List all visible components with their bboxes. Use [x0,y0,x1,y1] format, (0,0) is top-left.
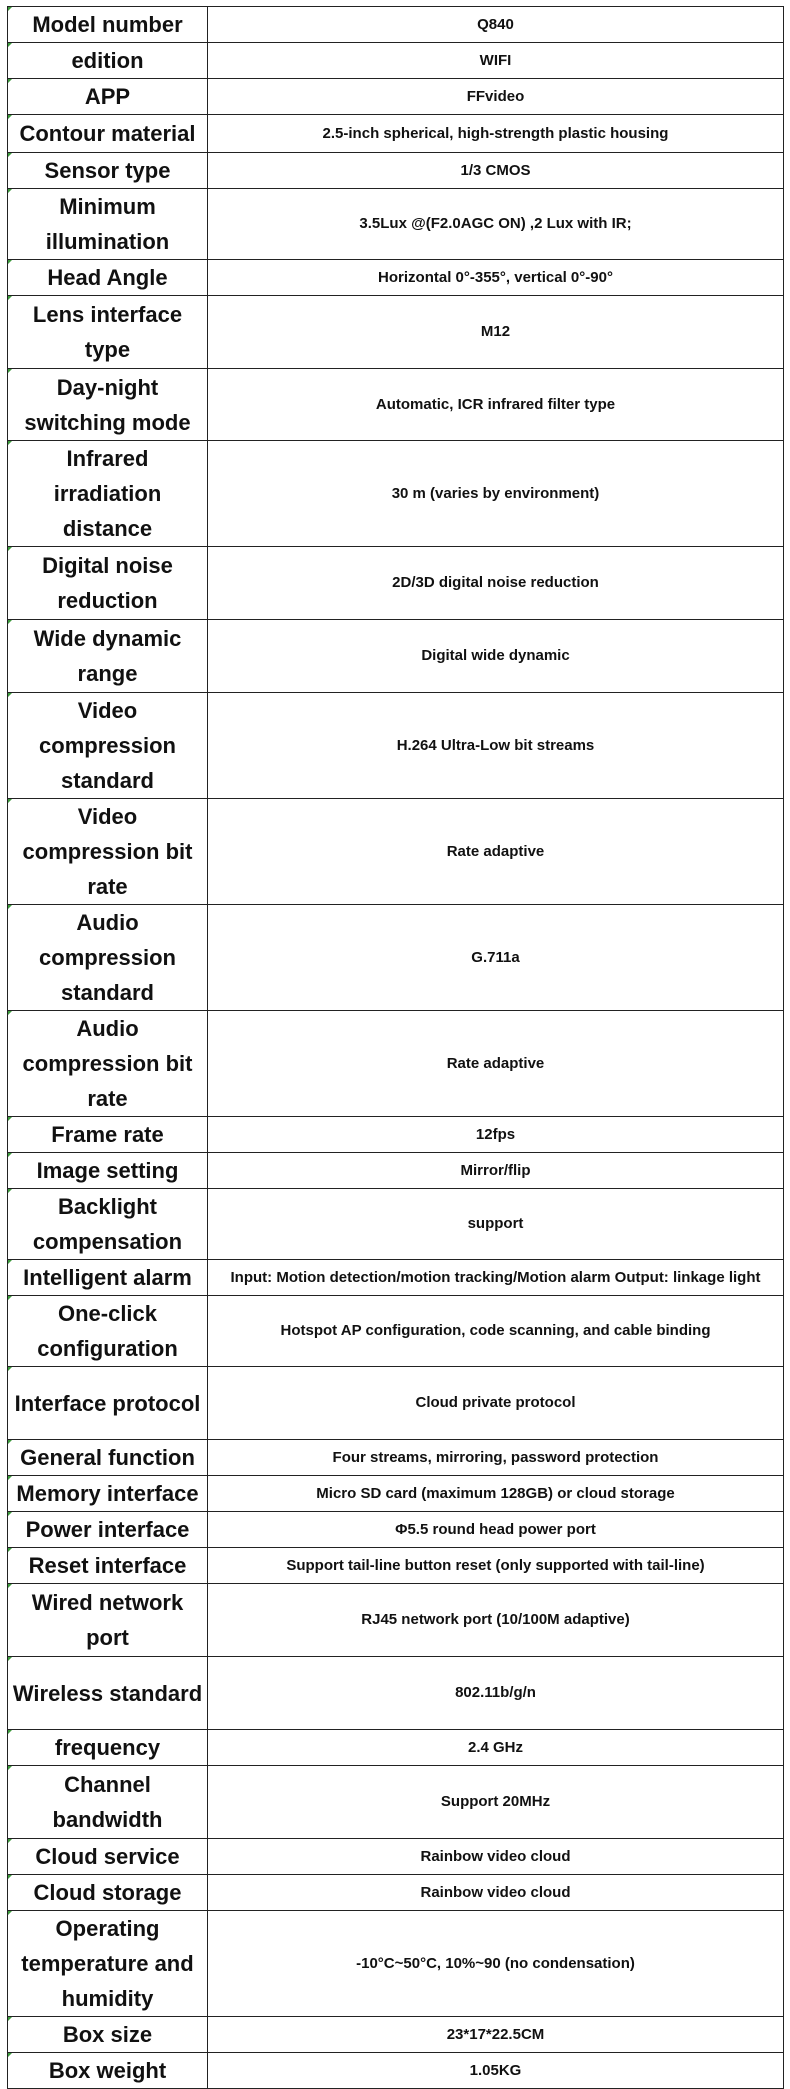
spec-row [8,693,784,799]
spec-value: Support 20MHz [208,1766,784,1839]
spec-row [8,1260,784,1296]
spec-row [8,1367,784,1440]
spec-row [8,1189,784,1260]
spec-label: General function [8,1440,208,1476]
spec-row [8,905,784,1011]
spec-value: 2D/3D digital noise reduction [208,547,784,620]
spec-label: Model number [8,7,208,43]
spec-row [8,369,784,441]
spec-value: G.711a [208,905,784,1011]
spec-row [8,620,784,693]
spec-value: Micro SD card (maximum 128GB) or cloud storage [208,1476,784,1512]
spec-label: Interface protocol [8,1367,208,1440]
spec-row [8,1730,784,1766]
spec-label: Video compression standard [8,693,208,799]
spec-row [8,1548,784,1584]
spec-label: Sensor type [8,153,208,189]
spec-value: WIFI [208,43,784,79]
spec-value: 3.5Lux @(F2.0AGC ON) ,2 Lux with IR; [208,189,784,260]
spec-value: Hotspot AP configuration, code scanning, and cable binding [208,1296,784,1367]
spec-value: Support tail-line button reset (only supported with tail-line) [208,1548,784,1584]
spec-row [8,1875,784,1911]
spec-value: Cloud private protocol [208,1367,784,1440]
spec-value: 802.11b/g/n [208,1657,784,1730]
spec-row [8,1766,784,1839]
spec-label: Operating temperature and humidity [8,1911,208,2017]
spec-label: Cloud storage [8,1875,208,1911]
spec-value: support [208,1189,784,1260]
spec-value: H.264 Ultra-Low bit streams [208,693,784,799]
spec-value: FFvideo [208,79,784,115]
spec-row [8,7,784,43]
spec-label: Contour material [8,115,208,153]
spec-label: Minimum illumination [8,189,208,260]
spec-label: One-click configuration [8,1296,208,1367]
spec-row [8,1011,784,1117]
spec-label: Audio compression bit rate [8,1011,208,1117]
spec-label: Digital noise reduction [8,547,208,620]
spec-value: 2.5-inch spherical, high-strength plastic housing [208,115,784,153]
spec-value: Automatic, ICR infrared filter type [208,369,784,441]
spec-label: Reset interface [8,1548,208,1584]
spec-row [8,2017,784,2053]
spec-row [8,115,784,153]
spec-row [8,189,784,260]
spec-label: Wireless standard [8,1657,208,1730]
spec-label: APP [8,79,208,115]
spec-label: edition [8,43,208,79]
spec-row [8,799,784,905]
spec-label: Intelligent alarm [8,1260,208,1296]
spec-label: Lens interface type [8,296,208,369]
spec-label: frequency [8,1730,208,1766]
spec-value: 12fps [208,1117,784,1153]
spec-value: Four streams, mirroring, password protection [208,1440,784,1476]
spec-value: Horizontal 0°-355°, vertical 0°-90° [208,260,784,296]
spec-row [8,1296,784,1367]
spec-row [8,1584,784,1657]
spec-value: 2.4 GHz [208,1730,784,1766]
spec-value: -10°C~50°C, 10%~90 (no condensation) [208,1911,784,2017]
spec-label: Cloud service [8,1839,208,1875]
spec-label: Infrared irradiation distance [8,441,208,547]
spec-row [8,1117,784,1153]
spec-label: Box weight [8,2053,208,2089]
spec-value: 23*17*22.5CM [208,2017,784,2053]
spec-label: Backlight compensation [8,1189,208,1260]
spec-label: Frame rate [8,1117,208,1153]
spec-label: Audio compression standard [8,905,208,1011]
spec-row [8,2053,784,2089]
spec-label: Wired network port [8,1584,208,1657]
spec-value: Rate adaptive [208,799,784,905]
spec-table-body [8,7,784,2089]
spec-value: Input: Motion detection/motion tracking/Motion alarm Output: linkage light [208,1260,784,1296]
spec-table [7,6,784,2089]
spec-label: Head Angle [8,260,208,296]
spec-row [8,441,784,547]
spec-row [8,1440,784,1476]
spec-row [8,43,784,79]
spec-row [8,79,784,115]
spec-value: Rainbow video cloud [208,1875,784,1911]
spec-value: Rainbow video cloud [208,1839,784,1875]
spec-label: Box size [8,2017,208,2053]
spec-value: Digital wide dynamic [208,620,784,693]
spec-row [8,1512,784,1548]
spec-row [8,260,784,296]
spec-row [8,1839,784,1875]
spec-row [8,547,784,620]
spec-value: Mirror/flip [208,1153,784,1189]
spec-label: Image setting [8,1153,208,1189]
spec-row [8,1153,784,1189]
spec-label: Wide dynamic range [8,620,208,693]
spec-row [8,153,784,189]
spec-value: 1.05KG [208,2053,784,2089]
spec-row [8,1657,784,1730]
spec-label: Power interface [8,1512,208,1548]
spec-value: Rate adaptive [208,1011,784,1117]
spec-value: RJ45 network port (10/100M adaptive) [208,1584,784,1657]
spec-value: Q840 [208,7,784,43]
spec-label: Channel bandwidth [8,1766,208,1839]
spec-row [8,296,784,369]
spec-value: Φ5.5 round head power port [208,1512,784,1548]
spec-label: Video compression bit rate [8,799,208,905]
spec-label: Day-night switching mode [8,369,208,441]
spec-value: 1/3 CMOS [208,153,784,189]
spec-value: M12 [208,296,784,369]
spec-row [8,1476,784,1512]
spec-value: 30 m (varies by environment) [208,441,784,547]
spec-label: Memory interface [8,1476,208,1512]
spec-row [8,1911,784,2017]
